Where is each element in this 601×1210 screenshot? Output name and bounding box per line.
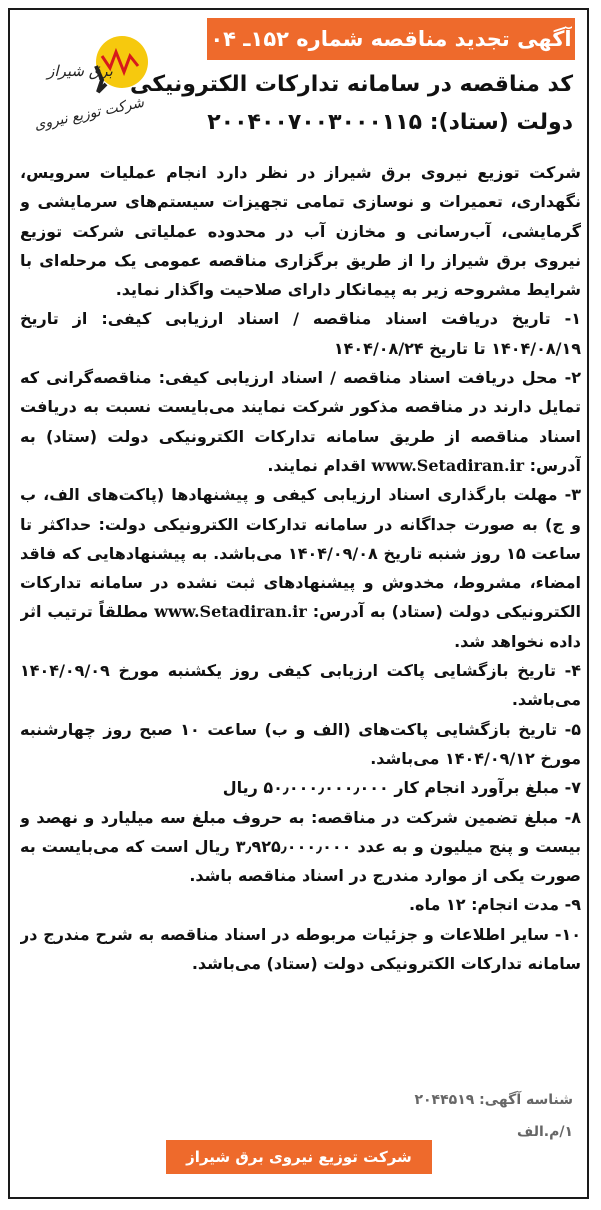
setadiran-link[interactable]: www.Setadiran.ir <box>371 455 525 475</box>
company-footer: شرکت توزیع نیروی برق شیراز <box>166 1140 432 1174</box>
notice-body <box>20 158 581 1083</box>
item-3-text: ۳- مهلت بارگذاری اسناد ارزیابی کیفی و پیشنهادها (پاکت‌های الف، ب و ج) به صورت جداگانه در سامانه تدارکات الکترونیکی دولت: حداکثر تا ساعت ۱۵ روز شنبه تاریخ ۱۴۰۴/۰۹/۰۸ می‌باشد. به پیشنهادهایی که فاقد امضاء، مشروط، مخدوش و پیشنهادهای ثبت نشده در سامانه تدارکات الکترونیکی دولت (ستاد) به آدرس: <box>20 485 581 622</box>
item-2-end: اقدام نمایند. <box>267 455 366 475</box>
item-10: ۱۰- سایر اطلاعات و جزئیات مربوطه در اسناد مناقصه به شرح مندرج در سامانه تدارکات الکترونیکی دولت (ستاد) می‌باشد. <box>20 924 581 974</box>
ad-id: شناسه آگهی: ۲۰۴۴۵۱۹ <box>414 1092 573 1108</box>
item-9: ۹- مدت انجام: ۱۲ ماه. <box>408 895 581 915</box>
tender-code: دولت (ستاد): ۲۰۰۴۰۰۷۰۰۳۰۰۰۱۱۵ <box>207 110 573 135</box>
item-4: ۴- تاریخ بازگشایی پاکت ارزیابی کیفی روز یکشنبه مورخ ۱۴۰۴/۰۹/۰۹ می‌باشد. <box>20 661 581 710</box>
item-8: ۸- مبلغ تضمین شرکت در مناقصه: به حروف مبلغ سه میلیارد و نهصد و بیست و پنج میلیون و به عدد ۳٫۹۲۵٫۰۰۰٫۰۰۰ ریال است که می‌بایست به صورت یکی از موارد مندرج در اسناد مناقصه باشد. <box>20 807 581 886</box>
logo-text-line1: برق شیراز <box>47 62 113 80</box>
item-2-text: ۲- محل دریافت اسناد مناقصه / اسناد ارزیابی کیفی: مناقصه‌گرانی که تمایل دارند در مناقصه مذکور شرکت نمایند می‌بایست نسبت به دریافت اسناد مناقصه از طریق سامانه تدارکات الکترونیکی دولت (ستاد) به آدرس: <box>20 368 581 475</box>
notice-subtitle: کد مناقصه در سامانه تدارکات الکترونیکی <box>130 72 573 97</box>
intro-paragraph: شرکت توزیع نیروی برق شیراز در نظر دارد انجام عملیات سرویس، نگهداری، تعمیرات و نوسازی تمامی تجهیزات سیستم‌های سرمایشی و گرمایشی، آب‌رسانی و مخازن آب در محدوده عملیاتی شرکت توزیع نیروی برق شیراز را از طریق برگزاری مناقصه عمومی یک مرحله‌ای با شرایط مشروحه زیر به پیمانکار دارای صلاحیت واگذار نماید. <box>20 163 581 300</box>
item-7: ۷- مبلغ برآورد انجام کار ۵۰٫۰۰۰٫۰۰۰٫۰۰۰ ریال <box>222 778 581 798</box>
notice-title: آگهی تجدید مناقصه شماره ۱۵۲ـ ۰۴ <box>207 18 575 60</box>
ad-code: ۱/م.الف <box>517 1124 573 1140</box>
item-2 <box>20 363 581 480</box>
setadiran-link[interactable]: www.Setadiran.ir <box>154 602 307 622</box>
item-3 <box>20 480 581 656</box>
logo-text-line2: شرکت توزیع نیروی <box>32 94 146 134</box>
item-5: ۵- تاریخ بازگشایی پاکت‌های (الف و ب) ساعت ۱۰ صبح روز چهارشنبه مورخ ۱۴۰۴/۰۹/۱۲ می‌باشد. <box>20 719 581 768</box>
item-1: ۱- تاریخ دریافت اسناد مناقصه / اسناد ارزیابی کیفی: از تاریخ ۱۴۰۴/۰۸/۱۹ تا تاریخ ۱۴۰۴/۰۸/۲۴ <box>20 309 581 358</box>
item-3-end: مطلقاً ترتیب اثر داده نخواهد شد. <box>20 602 581 651</box>
